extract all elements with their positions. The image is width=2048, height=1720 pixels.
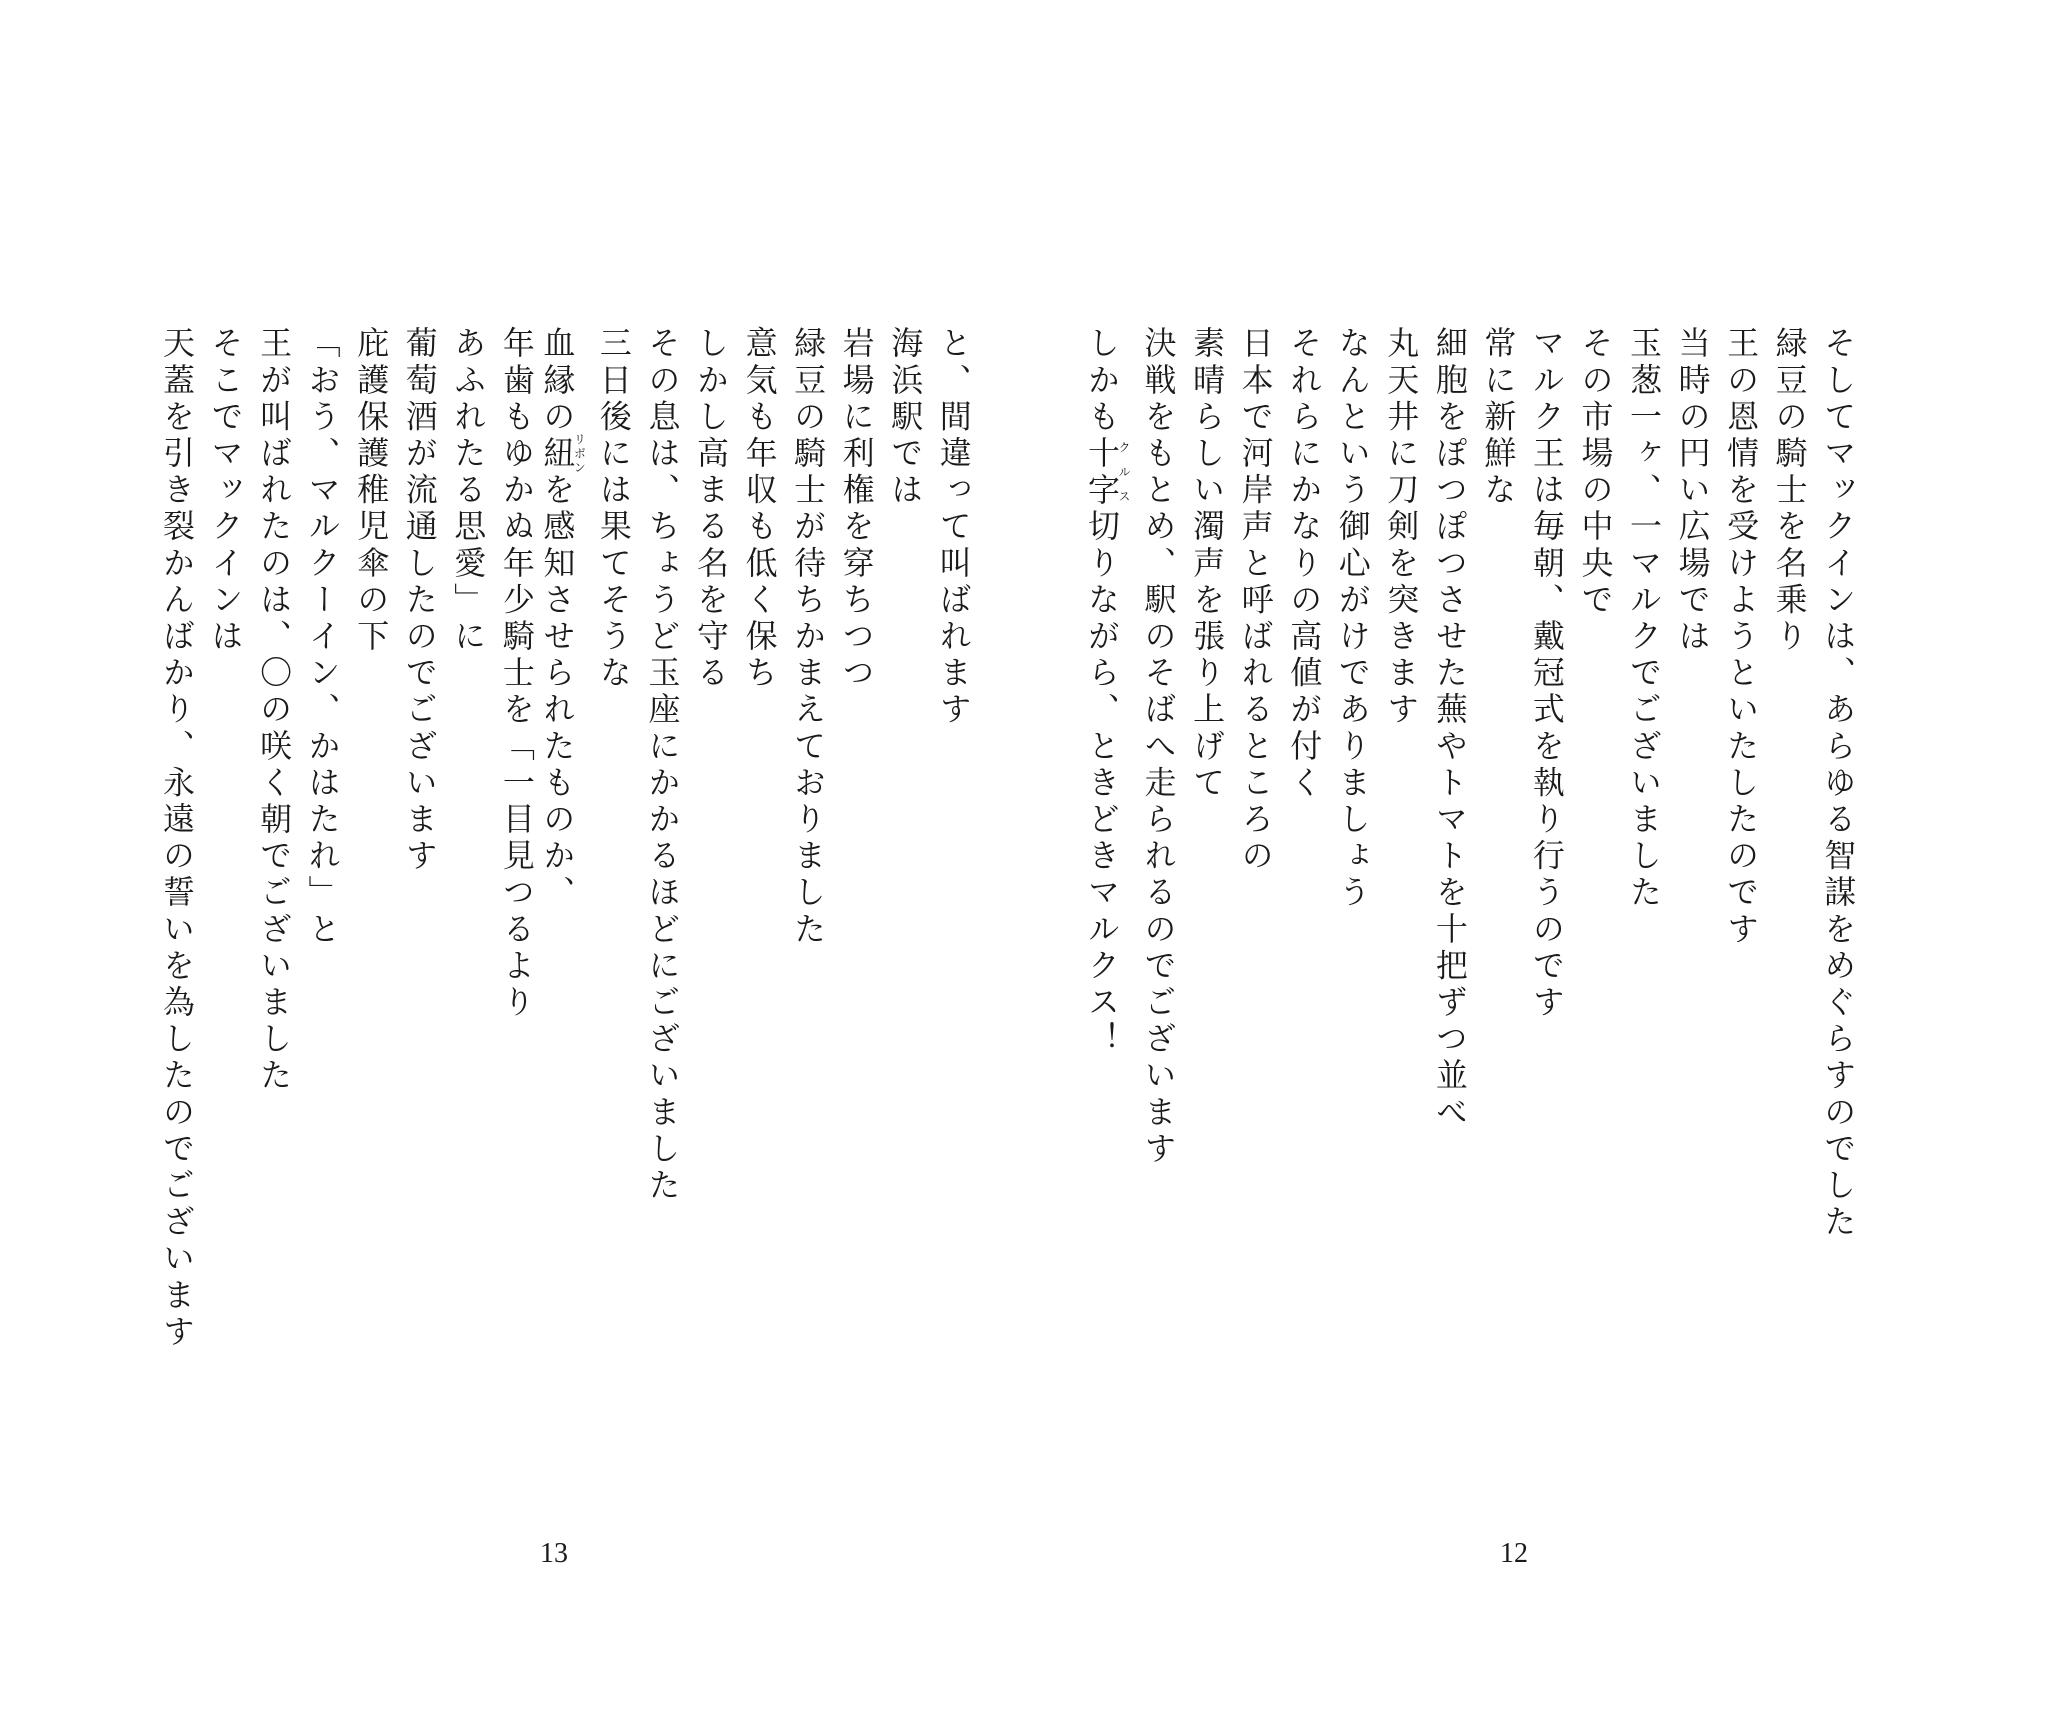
text-line: 意気も年収も低く保ち	[740, 326, 779, 692]
ruby-line-after: を感知させられたものか、	[538, 472, 577, 912]
text-line: 年歯もゆかぬ年少騎士を「一目見つるより	[497, 326, 536, 1022]
ruby-line-after: 切りながら、ときどきマルクス！	[1083, 509, 1121, 1059]
text-line: 当時の円い広場では	[1673, 326, 1712, 656]
left-page-text	[157, 326, 974, 1351]
text-line: 緑豆の騎士を名乗り	[1770, 326, 1809, 656]
text-line: 緑豆の騎士が待ちかまえておりました	[789, 326, 828, 949]
ruby-annotation	[1083, 435, 1131, 510]
ruby-base: 紐	[538, 433, 577, 476]
text-line: 丸天井に刀剣を突きます	[1382, 326, 1421, 729]
text-line: 海浜駅では	[886, 326, 925, 509]
text-line: 玉葱一ヶ、一マルクでございました	[1625, 326, 1664, 912]
ruby-annotation	[538, 433, 587, 476]
text-line: その市場の中央で	[1576, 326, 1615, 619]
text-line: しかし高まる名を守る	[692, 326, 731, 692]
ruby-base: 十字	[1083, 435, 1121, 510]
text-line: そこでマックインは	[206, 326, 245, 656]
page-number: 13	[540, 1538, 568, 1569]
ruby-reading: クルス	[1117, 435, 1131, 509]
right-page-text	[1083, 326, 1858, 1241]
text-line: そしてマックインは、あらゆる智謀をめぐらすのでした	[1819, 326, 1858, 1241]
ruby-reading: リボン	[572, 433, 587, 476]
ruby-line-before: 血縁の	[538, 326, 577, 436]
text-line: 常に新鮮な	[1479, 326, 1518, 509]
text-line: と、間違って叫ばれます	[934, 326, 973, 729]
right-page	[1024, 0, 2048, 1720]
text-line: その息は、ちょうど玉座にかかるほどにございました	[643, 326, 682, 1205]
text-line: それらにかなりの高値が付く	[1285, 326, 1324, 802]
text-line-with-ruby	[1083, 326, 1131, 1206]
text-line: 葡萄酒が流通したのでございます	[400, 326, 439, 875]
text-line: なんという御心がけでありましょう	[1333, 326, 1372, 912]
text-line-with-ruby	[538, 326, 587, 1206]
text-line: 決戦をもとめ、駅のそばへ走られるのでございます	[1139, 326, 1178, 1168]
text-line: 素晴らしい濁声を張り上げて	[1188, 326, 1227, 802]
text-line: 細胞をぽつぽつさせた蕪やトマトを十把ずつ並べ	[1430, 326, 1469, 1132]
text-line: 庇護保護稚児傘の下	[352, 326, 391, 656]
text-line: 王が叫ばれたのは、〇の咲く朝でございました	[255, 326, 294, 1095]
page-number: 12	[1500, 1538, 1528, 1569]
text-line: 三日後には果てそうな	[594, 326, 633, 692]
text-line: 王の恩情を受けようといたしたのです	[1722, 326, 1761, 949]
text-line: 「おう、マルクーイン、かはたれ」と	[303, 326, 342, 949]
text-line: あふれたる思愛」に	[449, 326, 488, 656]
text-line: 天蓋を引き裂かんばかり、永遠の誓いを為したのでございます	[158, 326, 196, 1351]
ruby-line-before: しかも	[1083, 326, 1121, 436]
text-line: 岩場に利権を穿ちつつ	[837, 326, 876, 692]
text-line: 日本で河岸声と呼ばれるところの	[1236, 326, 1275, 875]
text-line: マルク王は毎朝、戴冠式を執り行うのです	[1527, 326, 1566, 1022]
